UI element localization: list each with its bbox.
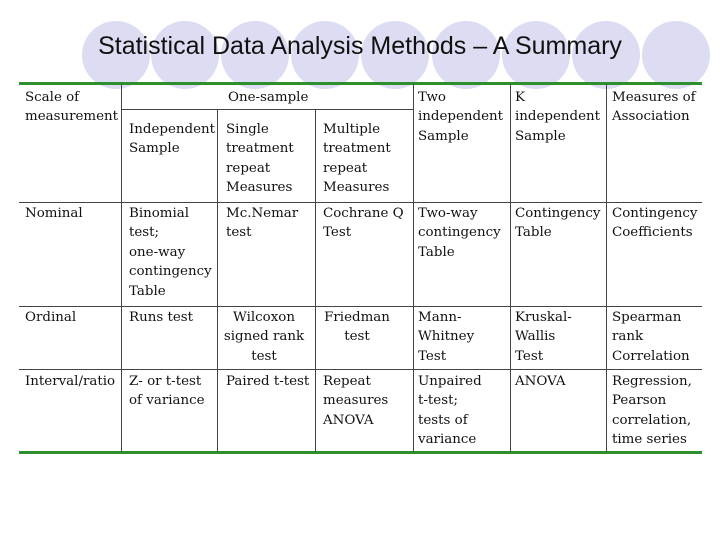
column-divider (217, 109, 218, 452)
cell-two-independent: Two-way contingency Table (418, 206, 501, 260)
cell-single-repeat: Wilcoxon signed rank test (223, 310, 305, 364)
cell-two-independent: Mann- Whitney Test (418, 310, 475, 364)
cell-independent: Binomial test; one-way contingency Table (129, 206, 212, 299)
column-divider (413, 84, 414, 452)
header-scale: Scale of measurement (25, 90, 119, 125)
cell-independent: Z- or t-test of variance (129, 374, 205, 409)
cell-multiple-repeat: Repeat measures ANOVA (323, 374, 389, 428)
cell-two-independent: Unpaired t-test; tests of variance (418, 374, 482, 448)
cell-k-independent: Contingency Table (515, 206, 601, 241)
cell-multiple-repeat: Cochrane Q Test (323, 206, 404, 241)
header-independent: Independent Sample (129, 122, 216, 157)
column-divider (606, 84, 607, 452)
cell-scale: Nominal (25, 206, 83, 221)
column-divider (315, 109, 316, 452)
cell-independent: Runs test (129, 310, 194, 325)
cell-association: Contingency Coefficients (612, 206, 698, 241)
header-one-sample: One-sample (228, 90, 309, 105)
one-sample-group-rule (121, 109, 413, 110)
cell-scale: Ordinal (25, 310, 77, 325)
header-multiple-repeat: Multiple treatment repeat Measures (323, 122, 391, 196)
cell-association: Regression, Pearson correlation, time series (612, 374, 692, 448)
cell-k-independent: ANOVA (515, 374, 566, 389)
slide-title: Statistical Data Analysis Methods – A Summary (98, 32, 622, 60)
cell-multiple-repeat: Friedman test (324, 310, 390, 345)
cell-single-repeat: Mc.Nemar test (226, 206, 299, 241)
header-association: Measures of Association (612, 90, 696, 125)
cell-scale: Interval/ratio (25, 374, 116, 389)
cell-single-repeat: Paired t-test (226, 374, 310, 389)
header-single-repeat: Single treatment repeat Measures (226, 122, 294, 196)
column-divider (121, 84, 122, 452)
column-divider (510, 84, 511, 452)
header-two-independent: Two independent Sample (418, 90, 504, 144)
header-k-independent: K independent Sample (515, 90, 601, 144)
cell-k-independent: Kruskal- Wallis Test (515, 310, 572, 364)
cell-association: Spearman rank Correlation (612, 310, 690, 364)
